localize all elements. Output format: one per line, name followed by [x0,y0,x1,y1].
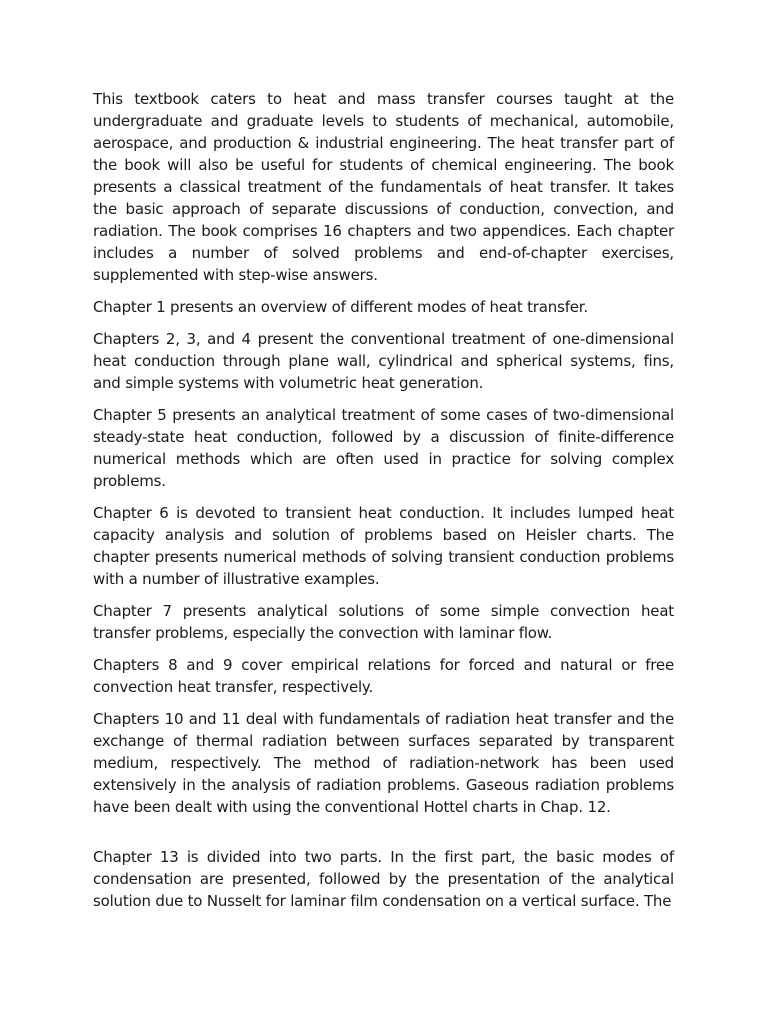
paragraph-chapters-10-12: Chapters 10 and 11 deal with fundamentals of radiation heat transfer and the exchange of thermal radiation between surfaces separated by transparent medium, respectively. The method of radiation-network has been used extensively in the analysis of radiation problems. Gaseous radiation problems have been dealt with using the conventional Hottel charts in Chap. 12. [93,710,674,816]
document-body [93,88,674,922]
paragraph-intro: This textbook caters to heat and mass transfer courses taught at the undergraduate and graduate levels to students of mechanical, automobile, aerospace, and production & industrial engineering. The heat transfer part of the book will also be useful for students of chemical engineering. The book presents a classical treatment of the fundamentals of heat transfer. It takes the basic approach of separate discussions of conduction, convection, and radiation. The book comprises 16 chapters and two appendices. Each chapter includes a number of solved problems and end-of-chapter exercises, supplemented with step-wise answers. [93,90,674,284]
paragraph-chapter-1: Chapter 1 presents an overview of different modes of heat transfer. [93,298,588,316]
paragraph-chapter-5: Chapter 5 presents an analytical treatment of some cases of two-dimensional steady-state heat conduction, followed by a discussion of finite-difference numerical methods which are often used in practice for solving complex problems. [93,406,674,490]
paragraph-chapters-2-4: Chapters 2, 3, and 4 present the conventional treatment of one-dimensional heat conduction through plane wall, cylindrical and spherical systems, fins, and simple systems with volumetric heat generation. [93,330,674,392]
paragraph-chapter-6: Chapter 6 is devoted to transient heat conduction. It includes lumped heat capacity analysis and solution of problems based on Heisler charts. The chapter presents numerical methods of solving transient conduction problems with a number of illustrative examples. [93,504,674,588]
paragraph-chapters-8-9: Chapters 8 and 9 cover empirical relations for forced and natural or free convection heat transfer, respectively. [93,656,674,696]
paragraph-chapter-13: Chapter 13 is divided into two parts. In the first part, the basic modes of condensation are presented, followed by the presentation of the analytical solution due to Nusselt for laminar film condensation on a vertical surface. The [93,848,674,910]
paragraph-chapter-7: Chapter 7 presents analytical solutions of some simple convection heat transfer problems, especially the convection with laminar flow. [93,602,674,642]
